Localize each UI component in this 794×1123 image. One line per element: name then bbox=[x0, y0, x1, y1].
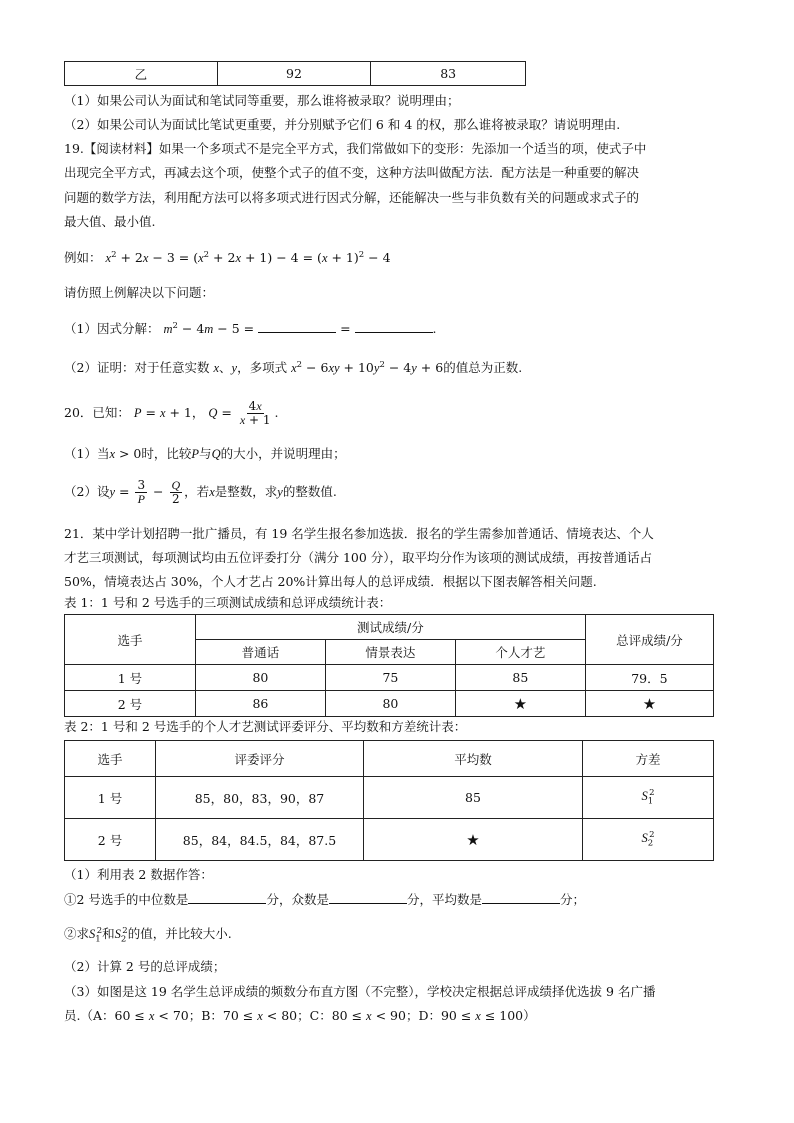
c1-c: 分，平均数是 bbox=[406, 892, 482, 907]
t1-h-test: 测试成绩/分 bbox=[195, 615, 585, 640]
t2-h: 方差 bbox=[583, 741, 714, 777]
range-d-label: ；D： bbox=[405, 1008, 441, 1023]
q21-sub3-line2: 员.（A：60 ≤ x < 70；B：70 ≤ x < 80；C：80 ≤ x < 90；D：90 ≤ x ≤ 100） bbox=[64, 1008, 536, 1023]
q21-sub1: （1）利用表 2 数据作答： bbox=[64, 867, 213, 882]
q20-part1-d: 的大小，并说明理由； bbox=[220, 446, 346, 461]
variance-s1: $S_1^2$ bbox=[583, 777, 714, 819]
q20-part1-c: 与 bbox=[199, 446, 212, 461]
q19-text-line2: 出现完全平方式，再减去这个项，使整个式子的值不变，这种方法叫做配方法．配方法是一种重要的解决 bbox=[64, 165, 640, 180]
t1-cell: 2 号 bbox=[65, 691, 196, 717]
q19-part2-mid: ，多项式 bbox=[237, 360, 288, 376]
table1 bbox=[64, 614, 714, 717]
example-formula: $x^2 + 2x - 3 = (x^2 + 2x + 1) - 4 = (x + 1)^2 - 4$ bbox=[105, 250, 391, 266]
q20-part2: （2）设y = $\frac{3}{P}$ − $\frac{Q}{2}$ ，若x是整数，求y的整数值. bbox=[64, 478, 337, 506]
t2-cell: 85 bbox=[364, 777, 583, 819]
q21-text-line3: 50%，情境表达占 30%，个人才艺占 20%计算出每人的总评成绩．根据以下图表解答相关问题. bbox=[64, 574, 597, 589]
q21-c1 bbox=[64, 891, 585, 909]
cell-written: 92 bbox=[217, 62, 371, 86]
q21-text-line2: 才艺三项测试，每项测试均由五位评委打分（满分 100 分），取平均分作为该项的测试成绩，再按普通话占 bbox=[64, 550, 653, 565]
table2-caption: 表 2：1 号和 2 号选手的个人才艺测试评委评分、平均数和方差统计表： bbox=[64, 719, 467, 734]
q20-part2-d: 的整数值. bbox=[282, 484, 337, 499]
q21-sub2: （2）计算 2 号的总评成绩； bbox=[64, 959, 226, 974]
answer-blank[interactable] bbox=[482, 891, 560, 904]
t1-cell: 79．5 bbox=[585, 665, 713, 691]
fraction-4x-over-x-plus-1: $\frac{4x}{x + 1}$ bbox=[239, 399, 271, 427]
star-icon: ★ bbox=[585, 691, 713, 717]
q21-c2: ②求$S_1^2$和$S_2^2$的值，并比较大小. bbox=[64, 926, 232, 945]
answer-blank[interactable] bbox=[355, 320, 433, 333]
answer-blank[interactable] bbox=[329, 891, 407, 904]
t1-cell: 85 bbox=[455, 665, 585, 691]
range-c-label: ；C： bbox=[297, 1008, 332, 1023]
table-row bbox=[65, 665, 714, 691]
q20-part2-c: 是整数，求 bbox=[214, 484, 278, 499]
t1-h-sub: 普通话 bbox=[195, 640, 325, 665]
star-icon: ★ bbox=[455, 691, 585, 717]
t1-cell: 75 bbox=[325, 665, 455, 691]
q20-part1: （1）当x > 0时，比较P与Q的大小，并说明理由； bbox=[64, 446, 346, 461]
t1-h-sub: 情景表达 bbox=[325, 640, 455, 665]
table2 bbox=[64, 740, 714, 861]
q19-part2: （2）证明：对于任意实数 x、y，多项式 $x^2 - 6xy + 10y^2 - 4y + 6$的值总为正数. bbox=[64, 360, 523, 376]
cell-interview: 83 bbox=[371, 62, 526, 86]
variance-s2: $S_2^2$ bbox=[583, 819, 714, 861]
q20-part1-a: （1）当 bbox=[64, 446, 110, 461]
c1-d: 分； bbox=[559, 892, 585, 907]
t1-cell: 86 bbox=[195, 691, 325, 717]
q19-part2-end: 的值总为正数. bbox=[443, 360, 523, 376]
q21-text-line1: 21．某中学计划招聘一批广播员，有 19 名学生报名参加选拔．报名的学生需参加普通话、情境表达、个人 bbox=[64, 526, 654, 541]
t1-cell: 1 号 bbox=[65, 665, 196, 691]
cell-name: 乙 bbox=[65, 62, 218, 86]
range-a-label: 员.（A： bbox=[64, 1008, 115, 1023]
table1-caption: 表 1：1 号和 2 号选手的三项测试成绩和总评成绩统计表： bbox=[64, 595, 392, 610]
t1-h-sub: 个人才艺 bbox=[455, 640, 585, 665]
q21-sub3-line1: （3）如图是这 19 名学生总评成绩的频数分布直方图（不完整），学校决定根据总评成绩择优选拔 9 名广播 bbox=[64, 984, 656, 999]
table-row bbox=[65, 819, 714, 861]
table-row bbox=[65, 777, 714, 819]
c1-a: ①2 号选手的中位数是 bbox=[64, 892, 189, 907]
t2-cell: 2 号 bbox=[65, 819, 156, 861]
t1-cell: 80 bbox=[325, 691, 455, 717]
q19-example bbox=[64, 246, 391, 267]
t1-h-total: 总评成绩/分 bbox=[585, 615, 713, 665]
q19-part1: （1）因式分解： $m^2 - 4m - 5$ = = . bbox=[64, 321, 437, 337]
q18-part2: （2）如果公司认为面试比笔试更重要，并分别赋予它们 6 和 4 的权，那么谁将被录取？请说明理由. bbox=[64, 117, 621, 132]
t2-h: 选手 bbox=[65, 741, 156, 777]
example-label: 例如： bbox=[64, 250, 102, 266]
q19-part1-label: （1）因式分解： bbox=[64, 321, 160, 337]
q19-part2-label: （2）证明：对于任意实数 bbox=[64, 360, 210, 376]
t2-cell: 85，84，84.5，84，87.5 bbox=[156, 819, 364, 861]
t2-h: 评委评分 bbox=[156, 741, 364, 777]
t2-h: 平均数 bbox=[364, 741, 583, 777]
c2-c: 的值，并比较大小. bbox=[127, 926, 232, 942]
c1-b: 分，众数是 bbox=[266, 892, 329, 907]
q20-part2-b: ，若 bbox=[184, 484, 210, 499]
q19-imitate: 请仿照上例解决以下问题： bbox=[64, 285, 215, 300]
q19-text-line1: 19.【阅读材料】如果一个多项式不是完全平方式，我们常做如下的变形：先添加一个适当的项，使式子中 bbox=[64, 141, 647, 156]
q20-given: 20．已知： P = x + 1， Q = $\frac{4x}{x + 1}$ . bbox=[64, 399, 279, 427]
q19-text-line4: 最大值、最小值. bbox=[64, 214, 156, 229]
c2-b: 和 bbox=[102, 926, 115, 942]
t2-cell: 1 号 bbox=[65, 777, 156, 819]
range-b-label: ；B： bbox=[188, 1008, 223, 1023]
top-score-table bbox=[64, 61, 526, 86]
range-end: ） bbox=[523, 1008, 536, 1023]
t2-cell: 85，80，83，90，87 bbox=[156, 777, 364, 819]
answer-blank[interactable] bbox=[258, 320, 336, 333]
q20-label: 20．已知： bbox=[64, 405, 130, 420]
c2-a: ②求 bbox=[64, 926, 90, 942]
t1-cell: 80 bbox=[195, 665, 325, 691]
q20-part2-a: （2）设 bbox=[64, 484, 110, 499]
star-icon: ★ bbox=[364, 819, 583, 861]
q18-part1: （1）如果公司认为面试和笔试同等重要，那么谁将被录取？说明理由； bbox=[64, 93, 460, 108]
table-row bbox=[65, 691, 714, 717]
t1-h-player: 选手 bbox=[65, 615, 196, 665]
q20-part1-b: 时，比较 bbox=[141, 446, 192, 461]
q19-text-line3: 问题的数学方法，利用配方法可以将多项式进行因式分解，还能解决一些与非负数有关的问题或求式子的 bbox=[64, 190, 640, 205]
answer-blank[interactable] bbox=[188, 891, 266, 904]
